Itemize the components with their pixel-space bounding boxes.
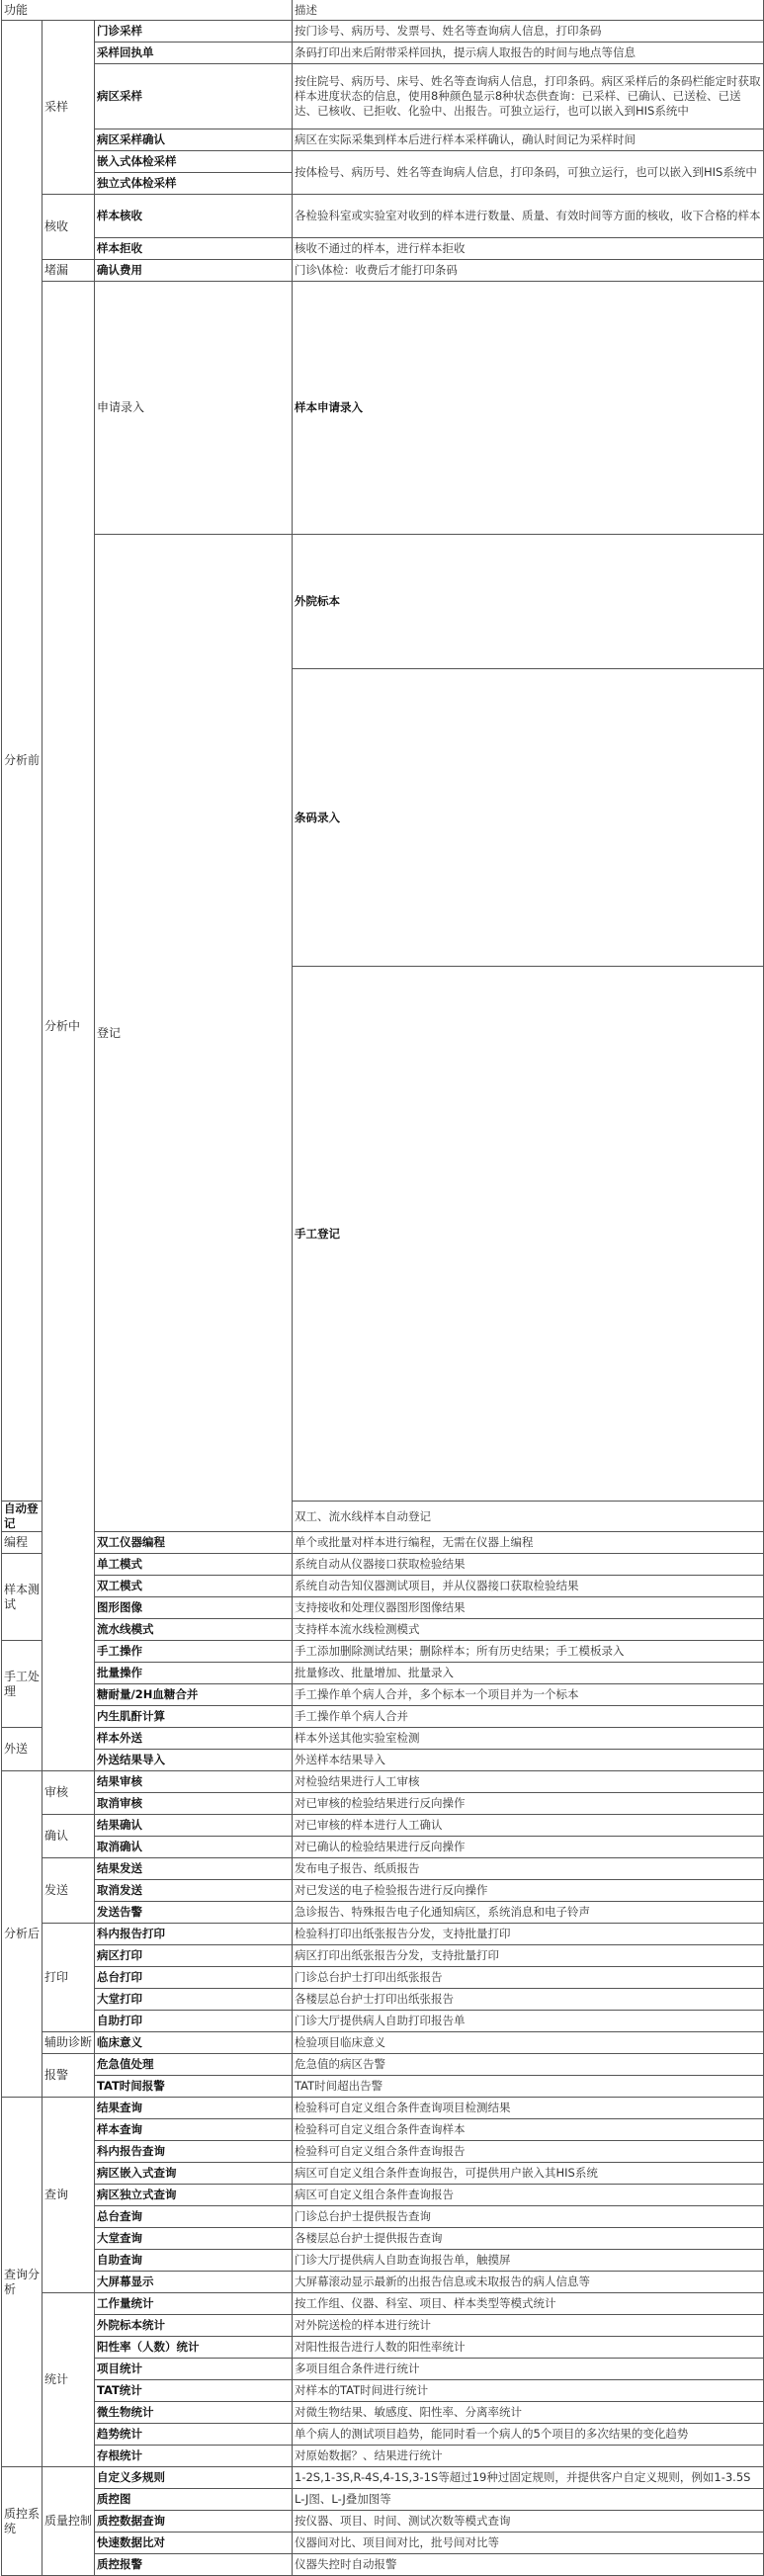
group-cell: 采样 [42,21,95,195]
description-cell: 门诊总台护士提供报告查询 [293,2206,764,2228]
table-row [2,1967,764,1989]
table-row [2,1945,764,1967]
description-cell: 危急值的病区告警 [293,2054,764,2076]
description-cell: 系统自动告知仪器测试项目，并从仪器接口获取检验结果 [293,1576,764,1597]
feature-cell: 阳性率（人数）统计 [95,2337,293,2359]
description-cell: 按工作组、仪器、科室、项目、样本类型等模式统计 [293,2293,764,2315]
description-cell: 对样本的TAT时间进行统计 [293,2380,764,2402]
description-cell: 各楼层总台护士打印出纸张报告 [293,1989,764,2011]
feature-cell: 总台打印 [95,1967,293,1989]
description-cell: 对原始数据？、结果进行统计 [293,2446,764,2467]
table-row [2,282,764,535]
table-row [2,2076,764,2098]
feature-cell: 图形图像 [95,1597,293,1619]
feature-cell: 质控报警 [95,2554,293,2576]
feature-cell: 确认费用 [95,260,293,282]
feature-cell: 单工模式 [95,1554,293,1576]
feature-cell: 门诊采样 [95,21,293,43]
feature-cell: 自助查询 [95,2250,293,2272]
description-cell: 对已确认的检验结果进行反向操作 [293,1837,764,1858]
description-cell: 仪器间对比、项目间对比，批号间对比等 [293,2533,764,2554]
description-cell: 仪器失控时自动报警 [293,2554,764,2576]
feature-cell: 样本核收 [95,195,293,238]
group-cell: 质量控制 [42,2467,95,2576]
table-row [2,1989,764,2011]
table-row [2,2011,764,2032]
description-cell: 按体检号、病历号、姓名等查询病人信息，打印条码，可独立运行，也可以嵌入到HIS系统中 [293,151,764,195]
group-cell: 报警 [42,2054,95,2098]
description-cell: 各楼层总台护士提供报告查询 [293,2228,764,2250]
feature-cell: 大堂打印 [95,1989,293,2011]
phase-cell: 查询分析 [2,2098,42,2467]
description-cell: 门诊大厅提供病人自助查询报告单，触摸屏 [293,2250,764,2272]
group-cell: 编程 [2,1532,42,1554]
table-row [2,1728,764,1750]
feature-cell: TAT时间报警 [95,2076,293,2098]
description-cell: 发布电子报告、纸质报告 [293,1858,764,1880]
feature-cell: 取消审核 [95,1793,293,1815]
table-row [2,2446,764,2467]
feature-cell: TAT统计 [95,2380,293,2402]
feature-cell: 手工操作 [95,1641,293,1663]
table-row [2,129,764,151]
group-cell: 核收 [42,195,95,260]
feature-cell: 内生肌酐计算 [95,1706,293,1728]
table-row [2,1619,764,1641]
description-cell: 对已发送的电子检验报告进行反向操作 [293,1880,764,1902]
description-cell: 系统自动从仪器接口获取检验结果 [293,1554,764,1576]
phase-cell: 分析后 [2,1771,42,2098]
table-row [2,2119,764,2141]
table-row [2,1924,764,1945]
table-row [2,2206,764,2228]
table-row [2,2511,764,2533]
feature-cell: 样本外送 [95,1728,293,1750]
feature-cell: 手工登记 [293,967,764,1502]
description-cell: 对外院送检的样本进行统计 [293,2315,764,2337]
feature-cell: 项目统计 [95,2359,293,2380]
table-row [2,1684,764,1706]
description-cell: 1-2S,1-3S,R-4S,4-1S,3-1S等超过19种过固定规则，并提供客户自定义规则，例如1-3.5S [293,2467,764,2489]
table-row [2,535,764,669]
table-row [2,2054,764,2076]
description-cell: 门诊总台护士打印出纸张报告 [293,1967,764,1989]
description-cell: 门诊\体检：收费后才能打印条码 [293,260,764,282]
description-cell: 样本外送其他实验室检测 [293,1728,764,1750]
table-row [2,2141,764,2163]
feature-cell: 结果发送 [95,1858,293,1880]
description-cell: 多项目组合条件进行统计 [293,2359,764,2380]
description-cell: 手工操作单个病人合并 [293,1706,764,1728]
group-cell: 外送 [2,1728,42,1771]
feature-cell: 临床意义 [95,2032,293,2054]
description-cell: 双工、流水线样本自动登记 [293,1502,764,1532]
table-row [2,1793,764,1815]
description-cell: 对已审核的检验结果进行反向操作 [293,1793,764,1815]
description-cell: 病区可自定义组合条件查询报告 [293,2185,764,2206]
feature-cell: 结果查询 [95,2098,293,2119]
description-cell: 按住院号、病历号、床号、姓名等查询病人信息，打印条码。病区采样后的条码栏能定时获取样本进度状态的信息，使用8种颜色显示8种状态供查询：已采样、已确认、已送检、已送达、已核收、已拒收、化验中、出报告。可独立运行，也可以嵌入到HIS系统中 [293,64,764,129]
description-cell: 检验项目临床意义 [293,2032,764,2054]
table-row [2,43,764,64]
group-cell: 堵漏 [42,260,95,282]
table-row [2,2380,764,2402]
feature-cell: 病区嵌入式查询 [95,2163,293,2185]
feature-cell: 总台查询 [95,2206,293,2228]
feature-cell: 危急值处理 [95,2054,293,2076]
function-description-table [1,0,764,2576]
feature-cell: 双工模式 [95,1576,293,1597]
description-cell: 批量修改、批量增加、批量录入 [293,1663,764,1684]
description-cell: 病区打印出纸张报告分发，支持批量打印 [293,1945,764,1967]
feature-cell: 快速数据比对 [95,2533,293,2554]
description-cell: 病区可自定义组合条件查询报告，可提供用户嵌入其HIS系统 [293,2163,764,2185]
table-row [2,260,764,282]
feature-cell: 自助打印 [95,2011,293,2032]
table-row [2,2554,764,2576]
feature-cell: 取消发送 [95,1880,293,1902]
feature-cell: 科内报告打印 [95,1924,293,1945]
group-cell: 查询 [42,2098,95,2293]
table-row [2,2272,764,2293]
feature-cell: 外院标本 [293,535,764,669]
table-row [2,2402,764,2424]
feature-cell: 病区采样 [95,64,293,129]
feature-cell: 独立式体检采样 [95,173,293,195]
description-cell: L-J图、L-J叠加图等 [293,2489,764,2511]
group-cell: 登记 [95,535,293,1532]
phase-cell: 质控系统 [2,2467,42,2576]
table-row [2,1837,764,1858]
table-row [2,1880,764,1902]
group-cell: 审核 [42,1771,95,1815]
description-cell: 对检验结果进行人工审核 [293,1771,764,1793]
feature-cell: 自定义多规则 [95,2467,293,2489]
description-cell: TAT时间超出告警 [293,2076,764,2098]
feature-cell: 质控数据查询 [95,2511,293,2533]
feature-cell: 自动登记 [2,1502,42,1532]
description-cell: 条码打印出来后附带采样回执，提示病人取报告的时间与地点等信息 [293,43,764,64]
feature-cell: 病区打印 [95,1945,293,1967]
feature-cell: 取消确认 [95,1837,293,1858]
feature-cell: 发送告警 [95,1902,293,1924]
description-cell: 核收不通过的样本，进行样本拒收 [293,238,764,260]
table-row [2,2228,764,2250]
description-cell: 对阳性报告进行人数的阳性率统计 [293,2337,764,2359]
table-row [2,1815,764,1837]
group-cell: 样本测试 [2,1554,42,1641]
feature-cell: 趋势统计 [95,2424,293,2446]
table-row [2,1554,764,1576]
group-cell: 申请录入 [95,282,293,535]
description-cell: 手工添加删除测试结果；删除样本；所有历史结果；手工模板录入 [293,1641,764,1663]
feature-cell: 样本查询 [95,2119,293,2141]
table-row [2,1902,764,1924]
description-cell: 急诊报告、特殊报告电子化通知病区，系统消息和电子铃声 [293,1902,764,1924]
table-body [2,0,764,2576]
description-cell: 各检验科室或实验室对收到的样本进行数量、质量、有效时间等方面的核收，收下合格的样本 [293,195,764,238]
table-row [2,2359,764,2380]
feature-cell: 质控图 [95,2489,293,2511]
feature-cell: 科内报告查询 [95,2141,293,2163]
phase-cell: 分析中 [42,282,95,1771]
feature-cell: 结果确认 [95,1815,293,1837]
feature-cell: 糖耐量/2H血糖合并 [95,1684,293,1706]
feature-cell: 嵌入式体检采样 [95,151,293,173]
feature-cell: 双工仪器编程 [95,1532,293,1554]
table-row [2,21,764,43]
feature-cell: 病区独立式查询 [95,2185,293,2206]
feature-cell: 外院标本统计 [95,2315,293,2337]
description-cell: 检验科打印出纸张报告分发，支持批量打印 [293,1924,764,1945]
group-cell: 手工处理 [2,1641,42,1728]
description-cell: 大屏幕滚动显示最新的出报告信息或未取报告的病人信息等 [293,2272,764,2293]
feature-cell: 结果审核 [95,1771,293,1793]
table-row [2,2185,764,2206]
description-cell: 门诊大厅提供病人自助打印报告单 [293,2011,764,2032]
description-cell: 支持样本流水线检测模式 [293,1619,764,1641]
table-row [2,2032,764,2054]
table-row [2,2337,764,2359]
feature-cell: 微生物统计 [95,2402,293,2424]
description-cell: 对微生物结果、敏感度、阳性率、分离率统计 [293,2402,764,2424]
table-row [2,2533,764,2554]
group-cell: 统计 [42,2293,95,2467]
description-cell: 单个病人的测试项目趋势，能同时看一个病人的5个项目的多次结果的变化趋势 [293,2424,764,2446]
feature-cell: 大屏幕显示 [95,2272,293,2293]
table-row [2,1597,764,1619]
table-row [2,2489,764,2511]
table-row [2,2293,764,2315]
description-cell: 检验科可自定义组合条件查询样本 [293,2119,764,2141]
feature-cell: 大堂查询 [95,2228,293,2250]
table-row [2,1532,764,1554]
description-cell: 病区在实际采集到样本后进行样本采样确认，确认时间记为采样时间 [293,129,764,151]
table-row [2,1750,764,1771]
table-header-row [2,0,764,21]
feature-cell: 批量操作 [95,1663,293,1684]
feature-cell: 工作量统计 [95,2293,293,2315]
description-cell: 手工操作单个病人合并，多个标本一个项目并为一个标本 [293,1684,764,1706]
table-row [2,2467,764,2489]
table-row [2,2098,764,2119]
table-row [2,238,764,260]
header-feature: 功能 [2,0,293,21]
table-row [2,1771,764,1793]
phase-cell: 分析前 [2,21,42,1502]
feature-cell: 流水线模式 [95,1619,293,1641]
description-cell: 检验科可自定义组合条件查询报告 [293,2141,764,2163]
table-row [2,64,764,129]
group-cell: 发送 [42,1858,95,1924]
table-row [2,195,764,238]
group-cell: 打印 [42,1924,95,2032]
table-row [2,2163,764,2185]
table-row [2,1663,764,1684]
table-row [2,1706,764,1728]
description-cell: 检验科可自定义组合条件查询项目检测结果 [293,2098,764,2119]
group-cell: 确认 [42,1815,95,1858]
table-row [2,1641,764,1663]
description-cell: 单个或批量对样本进行编程，无需在仪器上编程 [293,1532,764,1554]
table-row [2,2315,764,2337]
feature-cell: 病区采样确认 [95,129,293,151]
table-row [2,1576,764,1597]
table-row [2,2424,764,2446]
description-cell: 外送样本结果导入 [293,1750,764,1771]
table-row [2,151,764,173]
group-cell: 辅助诊断 [42,2032,95,2054]
feature-cell: 条码录入 [293,669,764,967]
description-cell: 按仪器、项目、时间、测试次数等模式查询 [293,2511,764,2533]
header-description: 描述 [293,0,764,21]
description-cell: 对已审核的样本进行人工确认 [293,1815,764,1837]
feature-cell: 样本拒收 [95,238,293,260]
table-row [2,2250,764,2272]
feature-cell: 存根统计 [95,2446,293,2467]
description-cell: 按门诊号、病历号、发票号、姓名等查询病人信息，打印条码 [293,21,764,43]
feature-cell: 外送结果导入 [95,1750,293,1771]
feature-cell: 样本申请录入 [293,282,764,535]
table-row [2,1858,764,1880]
feature-cell: 采样回执单 [95,43,293,64]
description-cell: 支持接收和处理仪器图形图像结果 [293,1597,764,1619]
